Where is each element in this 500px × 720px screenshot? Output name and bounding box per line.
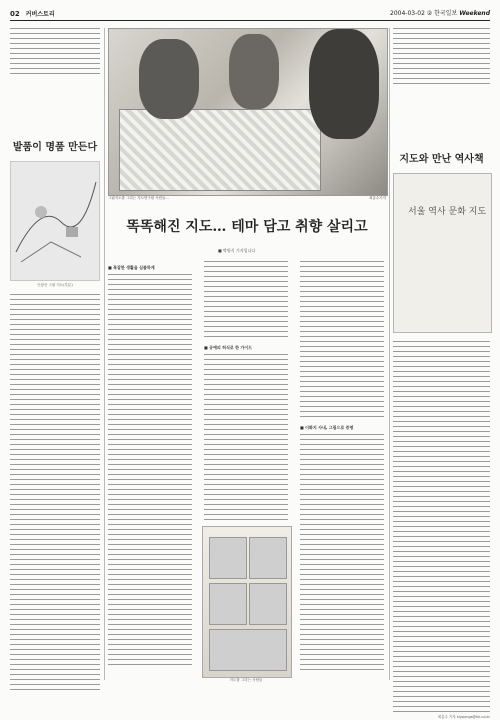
section-name: 커버스토리 [25,11,55,18]
masthead-right [390,8,490,20]
sketch-map-illustration [11,162,100,280]
book-cover [249,583,287,625]
book-cover [209,629,287,671]
page-number: 02 [10,10,20,18]
book-cover [209,583,247,625]
page-header [10,8,490,21]
person-figure [139,39,199,119]
left-text-block [10,28,100,78]
issue-date: 2004-03-02 ② [390,10,433,17]
column-divider [104,28,105,680]
person-figure [309,29,379,139]
left-column [10,28,100,680]
subhead-3: ■ 이화지 사내, 그림으로 증명 [300,425,354,430]
photo-credit: 최흥수기자 [369,196,386,200]
left-illustrated-map [10,161,100,281]
paper-name: 한국일보 [434,10,458,17]
author-line: 최흥수 기자 kiyoungs@hk.co.kr [437,715,490,719]
main-photo [108,28,388,196]
photo-caption [108,196,386,201]
book-cover [249,537,287,579]
right-column [393,28,490,719]
caption-text: 그림지도를 그리는 지도연구원 사람들... [108,196,169,200]
book-caption: 지도를 그리는 사람들 [229,678,263,682]
history-book-cover [393,173,492,333]
book-stack-photo [202,526,292,678]
body-column-1 [108,261,192,671]
left-image-caption: 인왕산 그림 지도(부분) [37,283,73,287]
left-column-title: 발품이 명품 만든다 [12,142,98,153]
person-figure [229,34,279,109]
main-column [108,28,386,680]
body-column-2 [204,261,288,521]
map-on-table [119,109,321,191]
byline: ■ 박원식 기자입니다 [218,248,256,253]
book-cover [209,537,247,579]
body-column-3 [300,261,384,671]
edition-name: Weekend [459,10,490,17]
subhead-1: ■ 복잡한 생활을 심플하게 [108,265,155,270]
column-divider [389,28,390,680]
right-column-title: 지도와 만난 역사책 [399,154,484,165]
main-headline: 똑똑해진 지도… 테마 담고 취향 살리고 [126,219,368,235]
subhead-2: ■ 공예의 허식로 한 가이드 [204,345,252,350]
book-title: 서울 역사 문화 지도 [408,207,487,217]
left-body-text [10,294,100,692]
